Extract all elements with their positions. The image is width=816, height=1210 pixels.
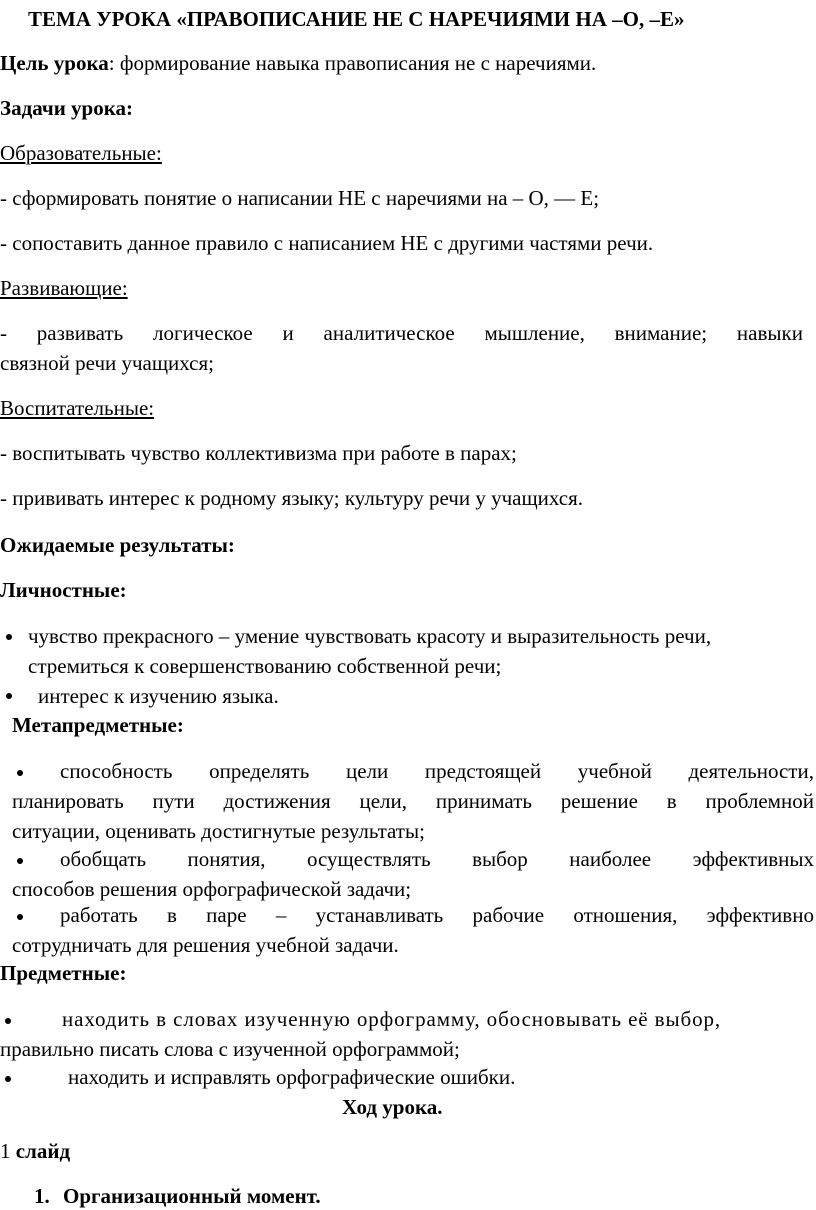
bullet-icon	[17, 914, 23, 920]
word: проблемной	[705, 789, 814, 813]
word: –	[275, 903, 287, 927]
upbringing-heading: Воспитательные:	[0, 396, 155, 420]
word: мышление,	[484, 321, 585, 345]
word: достижения	[223, 789, 331, 813]
word: принимать	[435, 789, 532, 813]
word: деятельности,	[688, 759, 814, 783]
word: -	[0, 321, 7, 345]
word: наиболее	[569, 847, 652, 871]
word: отношения,	[573, 903, 678, 927]
subject-item-1-line1: находить в словах изученную орфограмму, обосновывать её выбор,	[62, 1007, 722, 1031]
word: цели	[345, 759, 389, 783]
personal-item-1-line2: стремиться к совершенствованию собственной речи;	[28, 654, 502, 678]
word: работать	[60, 903, 138, 927]
slide-word: слайд	[15, 1139, 71, 1163]
bullet-icon	[5, 1018, 11, 1024]
word: устанавливать	[315, 903, 444, 927]
meta-heading: Метапредметные:	[12, 713, 184, 737]
lesson-title: ТЕМА УРОКА «ПРАВОПИСАНИЕ НЕ С НАРЕЧИЯМИ НА –О, –Е»	[28, 7, 685, 31]
meta-item-3-line1	[60, 902, 814, 928]
goal-text: : формирование навыка правописания не с наречиями.	[108, 51, 597, 75]
bullet-icon	[17, 770, 23, 776]
word: определять	[209, 759, 310, 783]
slide-label	[0, 1138, 70, 1164]
word: в	[166, 903, 177, 927]
word: выбор	[472, 847, 528, 871]
word: осуществлять	[306, 847, 431, 871]
expected-results-heading: Ожидаемые результаты:	[0, 533, 235, 557]
personal-item-1-line1: чувство прекрасного – умение чувствовать красоту и выразительность речи,	[28, 624, 712, 648]
word: цели,	[359, 789, 407, 813]
subject-heading: Предметные:	[0, 961, 127, 985]
subject-item-2: находить и исправлять орфографические ошибки.	[68, 1065, 516, 1089]
subject-item-1-line2: правильно писать слова с изученной орфограммой;	[0, 1037, 460, 1061]
bullet-icon	[5, 1076, 11, 1082]
bullet-icon	[6, 693, 12, 699]
goal-label: Цель урока	[0, 51, 109, 75]
word: рабочие	[472, 903, 545, 927]
educational-item-1: - сформировать понятие о написании НЕ с наречиями на – О, — Е;	[0, 186, 600, 210]
word: паре	[206, 903, 247, 927]
word: в	[666, 789, 677, 813]
word: планировать	[12, 789, 124, 813]
word: пути	[152, 789, 195, 813]
bullet-icon	[6, 634, 12, 640]
meta-item-3-line2: сотрудничать для решения учебной задачи.	[12, 933, 399, 957]
developing-item-line2: связной речи учащихся;	[0, 351, 214, 375]
bullet-icon	[17, 858, 23, 864]
word: учебной	[577, 759, 652, 783]
developing-item-line1	[0, 320, 803, 346]
word: навыки	[736, 321, 803, 345]
word: логическое	[152, 321, 253, 345]
step-1	[34, 1183, 321, 1209]
educational-item-2: - сопоставить данное правило с написанием НЕ с другими частями речи.	[0, 231, 654, 255]
goal-line	[0, 50, 596, 76]
word: и	[282, 321, 294, 345]
lesson-progress-heading: Ход урока.	[342, 1095, 443, 1119]
word: внимание;	[614, 321, 708, 345]
word: решение	[560, 789, 638, 813]
tasks-heading: Задачи урока:	[0, 96, 134, 120]
slide-number: 1	[0, 1139, 11, 1163]
meta-item-1-line2	[12, 788, 814, 814]
step-1-label: Организационный момент.	[63, 1184, 321, 1208]
word: эффективно	[706, 903, 814, 927]
personal-heading: Личностные:	[0, 578, 127, 602]
upbringing-item-2: - прививать интерес к родному языку; культуру речи у учащихся.	[0, 486, 583, 510]
step-1-number: 1.	[34, 1184, 50, 1208]
word: аналитическое	[323, 321, 455, 345]
word: способность	[60, 759, 173, 783]
word: развивать	[36, 321, 124, 345]
word: эффективных	[692, 847, 814, 871]
word: понятия,	[187, 847, 266, 871]
word: предстоящей	[424, 759, 542, 783]
developing-heading: Развивающие:	[0, 276, 128, 300]
upbringing-item-1: - воспитывать чувство коллективизма при работе в парах;	[0, 441, 517, 465]
educational-heading: Образовательные:	[0, 141, 162, 165]
meta-item-2-line2: способов решения орфографической задачи;	[12, 877, 412, 901]
meta-item-2-line1	[60, 846, 814, 872]
meta-item-1-line1	[60, 758, 814, 784]
meta-item-1-line3: ситуации, оценивать достигнутые результаты;	[12, 819, 425, 843]
word: обобщать	[60, 847, 147, 871]
personal-item-2: интерес к изучению языка.	[38, 684, 279, 708]
